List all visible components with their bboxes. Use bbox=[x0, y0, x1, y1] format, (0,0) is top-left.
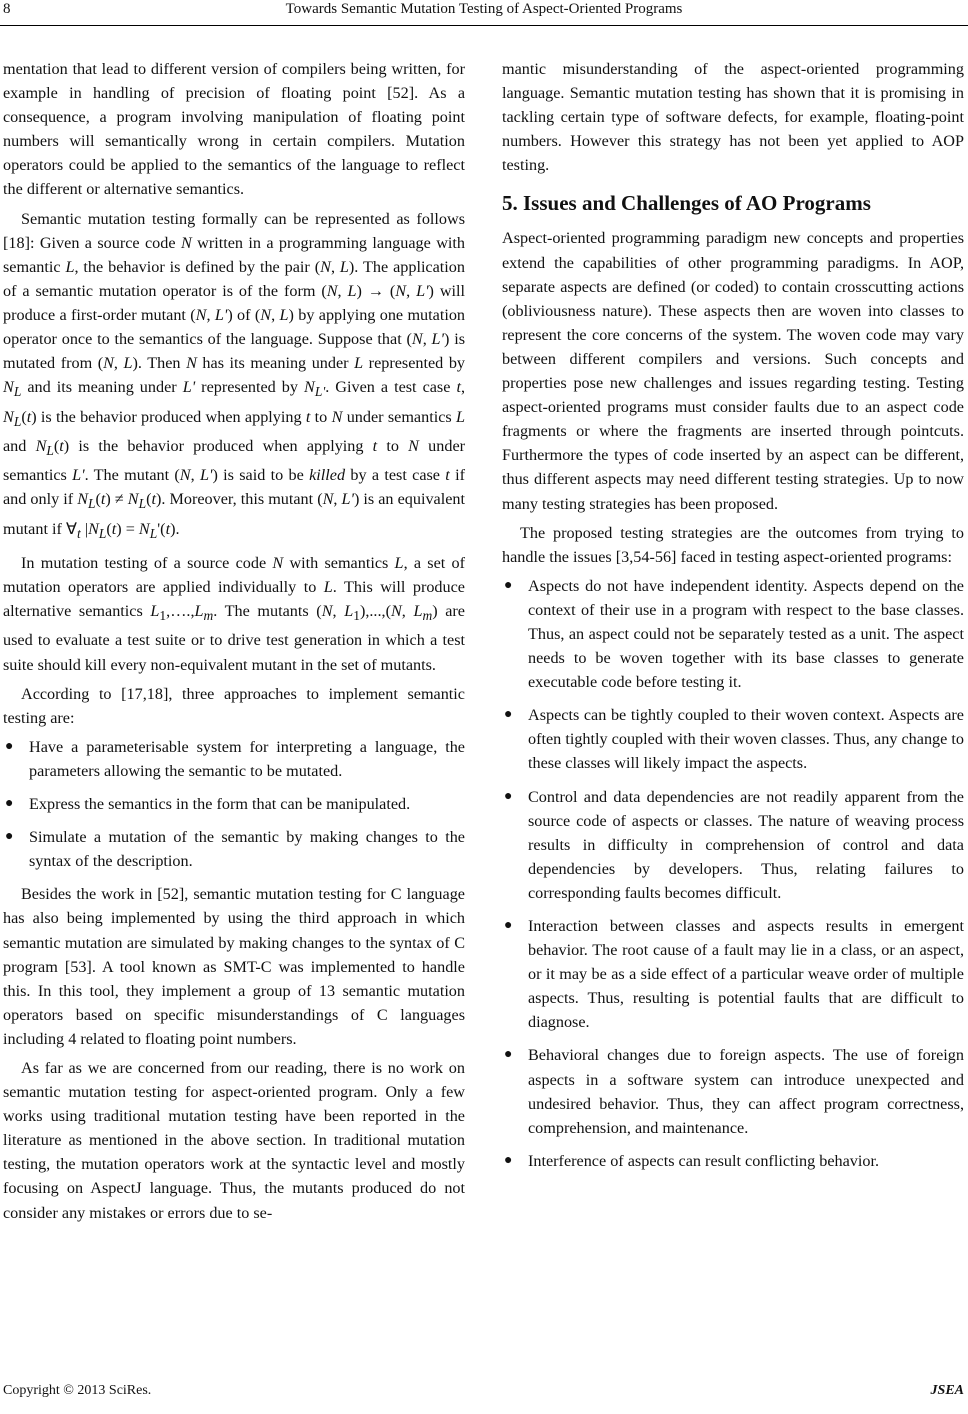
bullet-icon: ● bbox=[5, 829, 14, 845]
paragraph-continuation: mentation that lead to different version of compilers being written, for example in handling of precision of floating point [52]. As a consequence, a program involving manipulation of floating point numbers will semantically wrong in certain compilers. Mutation operators could be applied to the semantics of the language to reflect the different or alternative semantics. bbox=[3, 60, 465, 199]
running-title: Towards Semantic Mutation Testing of Aspect-Oriented Programs bbox=[285, 1, 683, 17]
approaches-list bbox=[3, 735, 465, 873]
bullet-icon: ● bbox=[5, 738, 14, 754]
paragraph-formal-definition: Semantic mutation testing formally can be represented as follows [18]: Given a source code N written in a programming language with semantic L, the behavior is defined by the pair (N, L). The application of a semantic mutation operator is of the form (N, L) → (N, L') will produce a first-order mutant (N, L') of (N, L) by applying one mutation operator once to the semantics of the language. Suppose that (N, L') is mutated from (N, L). Then N has its meaning under L represented by $N_L$ and its meaning under L' represented by $N_{L'}$. Given a test case t, $N_L(t)$ is the behavior produced when applying t to N under semantics L and $N_L(t)$ is the behavior produced when applying t to N under semantics L'. The mutant (N, L') is said to be killed by a test case t if and only if $N_L(t) \ne N_L(t)$. Moreover, this mutant (N, L') is an equivalent mutant if $\forall_t$ $|N_L(t) = N_L'(t)$. bbox=[3, 209, 466, 541]
list-item: ● Control and data dependencies are not readily apparent from the source code of aspects or classes. The nature of weaving process results in difficulty in comprehension of control and data dependencies by developers. Thus, relating failures to corresponding faults becomes difficult. bbox=[502, 785, 964, 905]
bullet-icon: ● bbox=[504, 918, 513, 933]
paragraph-no-work: As far as we are concerned from our reading, there is no work on semantic mutation testing for aspect-oriented program. Only a few works using traditional mutation testing have been reported in the literature as mentioned in the above section. In traditional mutation testing, the mutation operators work at the syntactic level and mostly focusing on AspectJ language. Thus, the mutants produced do not consider any mistakes or errors due to se- bbox=[3, 1058, 465, 1222]
paragraph-aop-paradigm: Aspect-oriented programming paradigm new concepts and properties extend the capabilities of other programming paradigms. In AOP, separate aspects are defined (or coded) to contain crosscutting actions (obliviousness nature). These aspects then are woven into classes to represent the core concerns of the system. The woven code may vary between different compilers and versions. Such concepts and properties pose new challenges and issues regarding testing. Testing aspect-oriented programs must consider faults due to an aspect code fragments or where the fragments are inserted through pointcuts. Furthermore the types of code inserted by an aspect can be different, thus different aspects may need different testing strategies. Up to now many testing strategies has been proposed. bbox=[502, 229, 964, 513]
list-item: ● Express the semantics in the form that can be manipulated. bbox=[3, 792, 465, 816]
list-item: ● Interaction between classes and aspects results in emergent behavior. The root cause of a fault may lie in a class, or an aspect, or it may be as a side effect of a particular weave order of multiple aspects. Thus, resulting is potential faults that are difficult to diagnose. bbox=[502, 914, 964, 1034]
bullet-icon: ● bbox=[504, 788, 513, 804]
list-item: ● Simulate a mutation of the semantic by making changes to the syntax of the description. bbox=[3, 825, 465, 873]
bullet-icon: ● bbox=[504, 577, 513, 593]
issues-list bbox=[502, 574, 964, 1173]
left-column bbox=[3, 57, 465, 1230]
list-item: ● Have a parameterisable system for interpreting a language, the parameters allowing the semantic to be mutated. bbox=[3, 735, 465, 783]
copyright-notice: Copyright © 2013 SciRes. bbox=[3, 1383, 152, 1398]
bullet-icon: ● bbox=[504, 1152, 513, 1168]
section-heading: 5. Issues and Challenges of AO Programs bbox=[502, 191, 871, 216]
right-column bbox=[502, 57, 964, 1182]
paragraph-smt-c: Besides the work in [52], semantic mutation testing for C language has also being implemented by using the third approach in which semantic mutation are simulated by making changes to the syntax of C program [53]. A tool known as SMT-C was implemented to handle this. In this tool, they implement a group of 13 semantic mutation operators based on specific misunderstandings of C languages including 4 related to floating point numbers. bbox=[3, 885, 465, 1048]
journal-name: JSEA bbox=[930, 1383, 964, 1398]
paragraph-strategies-intro: The proposed testing strategies are the outcomes from trying to handle the issues [3,54-56] faced in testing aspect-oriented programs: bbox=[502, 523, 964, 566]
bullet-icon: ● bbox=[5, 796, 14, 812]
page-footer bbox=[0, 1383, 968, 1407]
paragraph-continuation: mantic misunderstanding of the aspect-oriented programming language. Semantic mutation testing has shown that it is promising in tackling certain type of software defects, for example, floating-point numbers. However this strategy has not been yet applied to AOP testing. bbox=[502, 60, 964, 175]
bullet-icon: ● bbox=[504, 1047, 513, 1063]
list-item: ● Aspects do not have independent identity. Aspects depend on the context of their use in a program with respect to the base classes. Thus, an aspect could not be separately tested as a unit. The aspect needs to be woven together with its base classes to generate executable code before testing it. bbox=[502, 574, 964, 694]
bullet-icon: ● bbox=[504, 707, 513, 723]
list-item: ● Behavioral changes due to foreign aspects. The use of foreign aspects in a software system can introduce unexpected and undesired behavior. Thus, they can affect program correctness, comprehension, and maintenance. bbox=[502, 1043, 964, 1139]
list-item: ● Interference of aspects can result conflicting behavior. bbox=[502, 1149, 964, 1173]
paragraph-approaches-intro: According to [17,18], three approaches to implement semantic testing are: bbox=[3, 684, 465, 727]
page-number: 8 bbox=[3, 1, 11, 17]
list-item: ● Aspects can be tightly coupled to their woven context. Aspects are often tightly coupled with their woven classes. Thus, any change to these classes will likely impact the aspects. bbox=[502, 703, 964, 775]
header-rule bbox=[0, 25, 968, 26]
page-header bbox=[0, 0, 968, 30]
paragraph-mutation-operators: In mutation testing of a source code N with semantics L, a set of mutation operators are applied individually to L. This will produce alternative semantics $L_1,\dots.,L_m$. The mutants (N, $L_1),...,(N$, $L_m$) are used to evaluate a test suite or to drive test generation in which a test suite should kill every non-equivalent mutant in the set of mutants. bbox=[3, 553, 465, 674]
